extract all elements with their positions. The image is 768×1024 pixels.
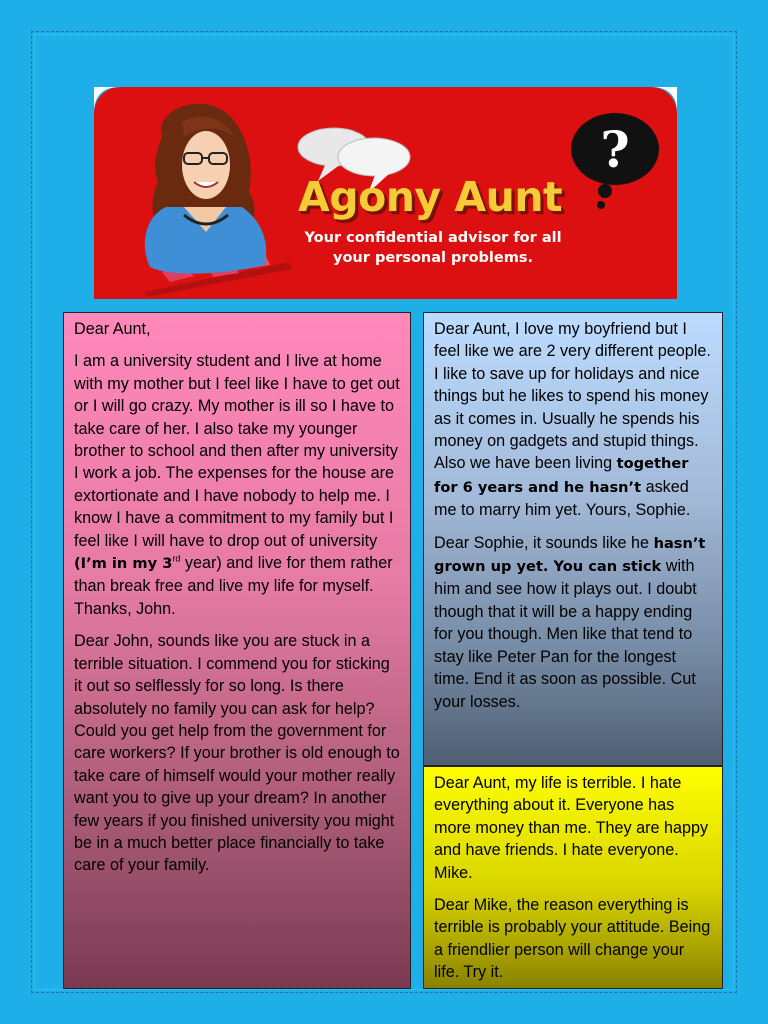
letter-john: [63, 312, 411, 989]
letter-john-greeting: Dear Aunt,: [74, 320, 151, 338]
question-thought-bubble-icon: [569, 109, 669, 209]
letter-mike-reply: Dear Mike, the reason everything is terrible is probably your attitude. Being a friendlier person will change your life. Try it.: [434, 896, 711, 982]
letter-john-reply: Dear John, sounds like you are stuck in a terrible situation. I commend you for sticking it out so selflessly for so long. Is there absolutely no family you can ask for help? Could you get help from the government for care workers? If your brother is old enough to take care of himself would your mother really want you to give up your dream? In another few years if you finished university you might be in a much better place financially to take care of your family.: [74, 632, 400, 875]
letter-sophie-reply: Dear Sophie, it sounds like he hasn’t grown up yet. You can stick with him and see how it plays out. I doubt though that it will be a happy ending for you though. Men like that tend to stay like Peter Pan for the longest time. End it as soon as possible. Cut your losses.: [434, 533, 706, 711]
banner-title: Agony Aunt: [298, 173, 563, 221]
banner-tagline: Your confidential advisor for all your personal problems.: [304, 230, 562, 266]
svg-text:?: ?: [600, 120, 630, 179]
aunt-illustration-icon: [114, 97, 294, 297]
letter-mike: [423, 766, 723, 989]
agony-aunt-banner: [94, 87, 677, 299]
letter-sophie-text: Dear Aunt, I love my boyfriend but I feel like we are 2 very different people. I like to save up for holidays and nice things but he likes to spend his money as it comes in. Usually he spends his money on gadgets and stupid things. Also we have been living together for 6 years and he hasn’t asked me to marry him yet. Yours, Sophie.: [434, 320, 711, 520]
letter-sophie: [423, 312, 723, 766]
letter-john-text: I am a university student and I live at home with my mother but I feel like I have to get out or I will go crazy. My mother is ill so I have to take care of her. I also take my younger brother to school and then after my university I work a job. The expenses for the house are extortionate and I have nobody to help me. I know I have a commitment to my family but I feel like I will have to drop out of university (I’m in my 3rd year) and live for them rather than break free and live my life for myself. Thanks, John.: [74, 352, 400, 618]
letter-mike-text: Dear Aunt, my life is terrible. I hate everything about it. Everyone has more money than me. They are happy and have friends. I hate everyone. Mike.: [434, 774, 709, 882]
